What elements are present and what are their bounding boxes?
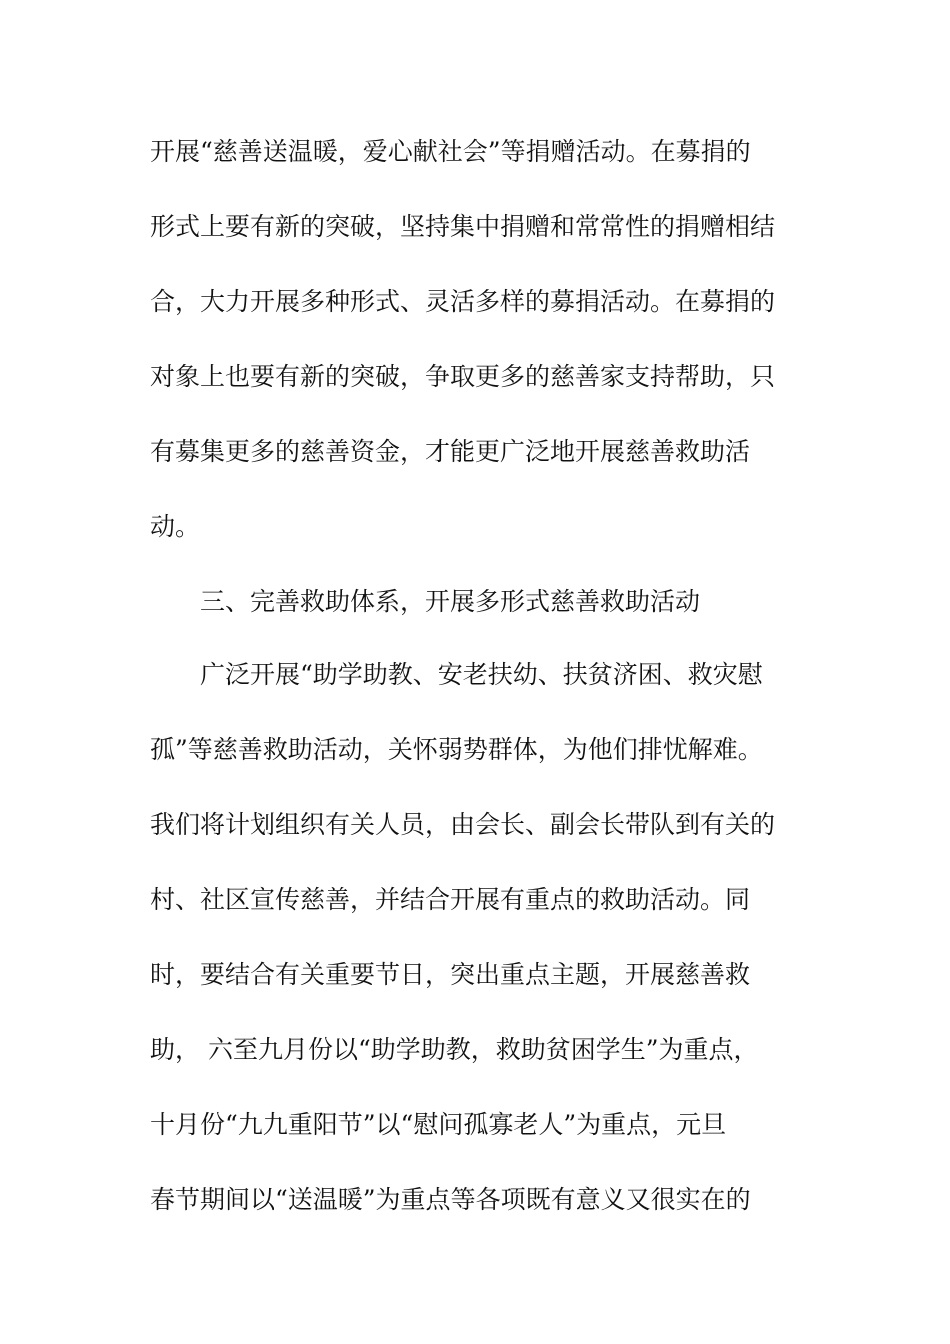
paragraph-line: 我们将计划组织有关人员，由会长、副会长带队到有关的 bbox=[150, 810, 776, 839]
paragraph-line: 广泛开展“助学助教、安老扶幼、扶贫济困、救灾慰 bbox=[200, 660, 763, 689]
paragraph-line: 合，大力开展多种形式、灵活多样的募捐活动。在募捐的 bbox=[150, 287, 776, 316]
paragraph-line: 形式上要有新的突破，坚持集中捐赠和常常性的捐赠相结 bbox=[150, 212, 776, 241]
paragraph-line: 助， 六至九月份以“助学助教，救助贫困学生”为重点， bbox=[150, 1035, 759, 1064]
section-heading: 三、完善救助体系，开展多形式慈善救助活动 bbox=[200, 587, 701, 616]
paragraph-line: 动。 bbox=[150, 512, 201, 541]
paragraph-line: 春节期间以“送温暖”为重点等各项既有意义又很实在的 bbox=[150, 1185, 751, 1214]
paragraph-line: 对象上也要有新的突破，争取更多的慈善家支持帮助，只 bbox=[150, 362, 776, 391]
paragraph-line: 时，要结合有关重要节日，突出重点主题，开展慈善救 bbox=[150, 960, 751, 989]
paragraph-line: 有募集更多的慈善资金，才能更广泛地开展慈善救助活 bbox=[150, 437, 751, 466]
paragraph-line: 十月份“九九重阳节”以“慰问孤寡老人”为重点，元旦 bbox=[150, 1110, 727, 1139]
paragraph-line: 村、社区宣传慈善，并结合开展有重点的救助活动。同 bbox=[150, 885, 751, 914]
paragraph-line: 开展“慈善送温暖，爱心献社会”等捐赠活动。在募捐的 bbox=[150, 137, 751, 166]
paragraph-line: 孤”等慈善救助活动，关怀弱势群体，为他们排忧解难。 bbox=[150, 735, 763, 764]
